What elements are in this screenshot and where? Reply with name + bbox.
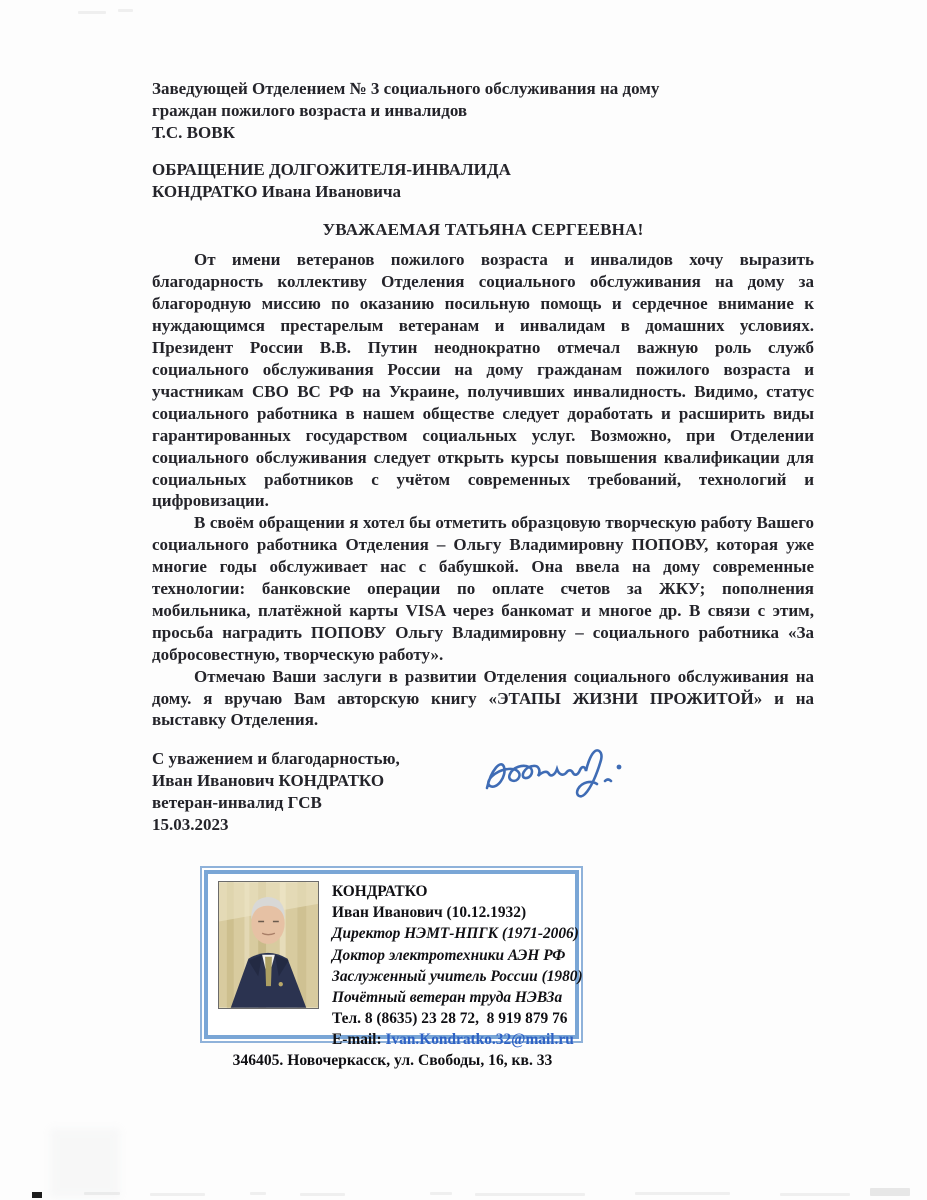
card-title: Доктор электротехники АЭН РФ xyxy=(332,946,566,964)
card-email-label: E-mail: xyxy=(332,1031,382,1049)
paragraph: В своём обращении я хотел бы отметить образцовую творческую работу Вашего социального работника Отделения – Ольгу Владимировну ПОПОВУ, которая уже многие годы обслуживает нас с бабушкой. Она ввела на дому современные технологии: банковские операции по оплате счетов за ЖКУ; пополнения мобильника, платёжной карты VISA через банкомат и многое др. В связи с этим, просьба наградить ПОПОВУ Ольгу Владимировну – социального работника «За добросовестную, творческую работу». xyxy=(152,513,814,664)
card-phone: Тел. 8 (8635) 23 28 72, 8 919 879 76 xyxy=(332,1010,568,1028)
scan-artifact xyxy=(430,1192,452,1195)
card-title: Почётный ветеран труда НЭВЗа xyxy=(332,989,563,1007)
scan-artifact xyxy=(870,1188,910,1196)
card-title: Заслуженный учитель России (1980) xyxy=(332,967,583,985)
scan-artifact xyxy=(250,1192,266,1195)
paragraph: Отмечаю Ваши заслуги в развитии Отделения социального обслуживания на дому. я вручаю Вам авторскую книгу «ЭТАПЫ ЖИЗНИ ПРОЖИТОЙ» и на выставку Отделения. xyxy=(152,666,814,730)
paragraph: От имени ветеранов пожилого возраста и инвалидов хочу выразить благодарность коллективу Отделения социального обслуживания на дому за благородную миссию по оказанию посильную помощь и сердечное внимание к нуждающимся престарелым ветеранам и инвалидам в домашних условиях. Президент России В.В. Путин неоднократно отмечал важную роль служб социального обслуживания России на дому гражданам пожилого возраста и участникам СВО ВС РФ на Украине, получивших инвалидность. Видимо, статус социального работника в нашем обществе следует доработать и расширить виды гарантированных государством социальных услуг. Возможно, при Отделении социального обслуживания следует открыть курсы повышения квалификации для социальных работников с учётом современных требований, технологий и цифровизации. xyxy=(152,250,814,511)
scan-artifact xyxy=(300,1193,345,1196)
signer-status: ветеран-инвалид ГСВ xyxy=(152,793,322,813)
business-card-main xyxy=(218,881,583,1051)
scan-artifact xyxy=(84,1192,120,1195)
card-name-birth: Иван Иванович (10.12.1932) xyxy=(332,904,527,922)
business-card xyxy=(200,866,583,1069)
salutation: УВАЖАЕМАЯ ТАТЬЯНА СЕРГЕЕВНА! xyxy=(322,219,644,239)
card-title: Директор НЭМТ-НПГК (1971-2006) xyxy=(332,925,579,943)
handwritten-signature-image xyxy=(477,736,637,814)
card-address: 346405. Новочеркасск, ул. Свободы, 16, кв. 33 xyxy=(232,1051,553,1069)
scan-artifact xyxy=(475,1193,585,1196)
card-email-line xyxy=(332,1029,583,1050)
letter-date: 15.03.2023 xyxy=(152,815,229,835)
card-email-address: Ivan.Kondratko.32@mail.ru xyxy=(385,1031,574,1049)
letter-body xyxy=(152,249,814,731)
card-surname: КОНДРАТКО xyxy=(332,883,428,900)
signer-name: Иван Иванович КОНДРАТКО xyxy=(152,771,385,791)
subject-author: КОНДРАТКО Ивана Ивановича xyxy=(152,181,402,201)
scan-artifact xyxy=(118,9,133,12)
scan-artifact xyxy=(635,1192,730,1195)
recipient-line: Заведующей Отделением № 3 социального обслуживания на дому xyxy=(152,79,660,98)
business-card-inner xyxy=(204,870,583,1069)
subject-block xyxy=(152,159,814,203)
scan-smudge xyxy=(50,1128,120,1198)
scan-artifact xyxy=(150,1193,205,1196)
subject-line: ОБРАЩЕНИЕ ДОЛГОЖИТЕЛЯ-ИНВАЛИДА xyxy=(152,159,511,179)
closing-block xyxy=(152,748,814,836)
closing-line: С уважением и благодарностью, xyxy=(152,749,400,769)
letter-content xyxy=(152,78,814,836)
scan-mark xyxy=(32,1192,42,1198)
recipient-line: граждан пожилого возраста и инвалидов xyxy=(152,100,468,120)
scan-artifact xyxy=(780,1193,850,1196)
card-text-block xyxy=(332,881,583,1051)
recipient-block xyxy=(152,78,814,144)
scan-artifact xyxy=(78,11,106,14)
recipient-name: Т.С. ВОВК xyxy=(152,122,235,142)
portrait-photo xyxy=(218,881,319,1009)
